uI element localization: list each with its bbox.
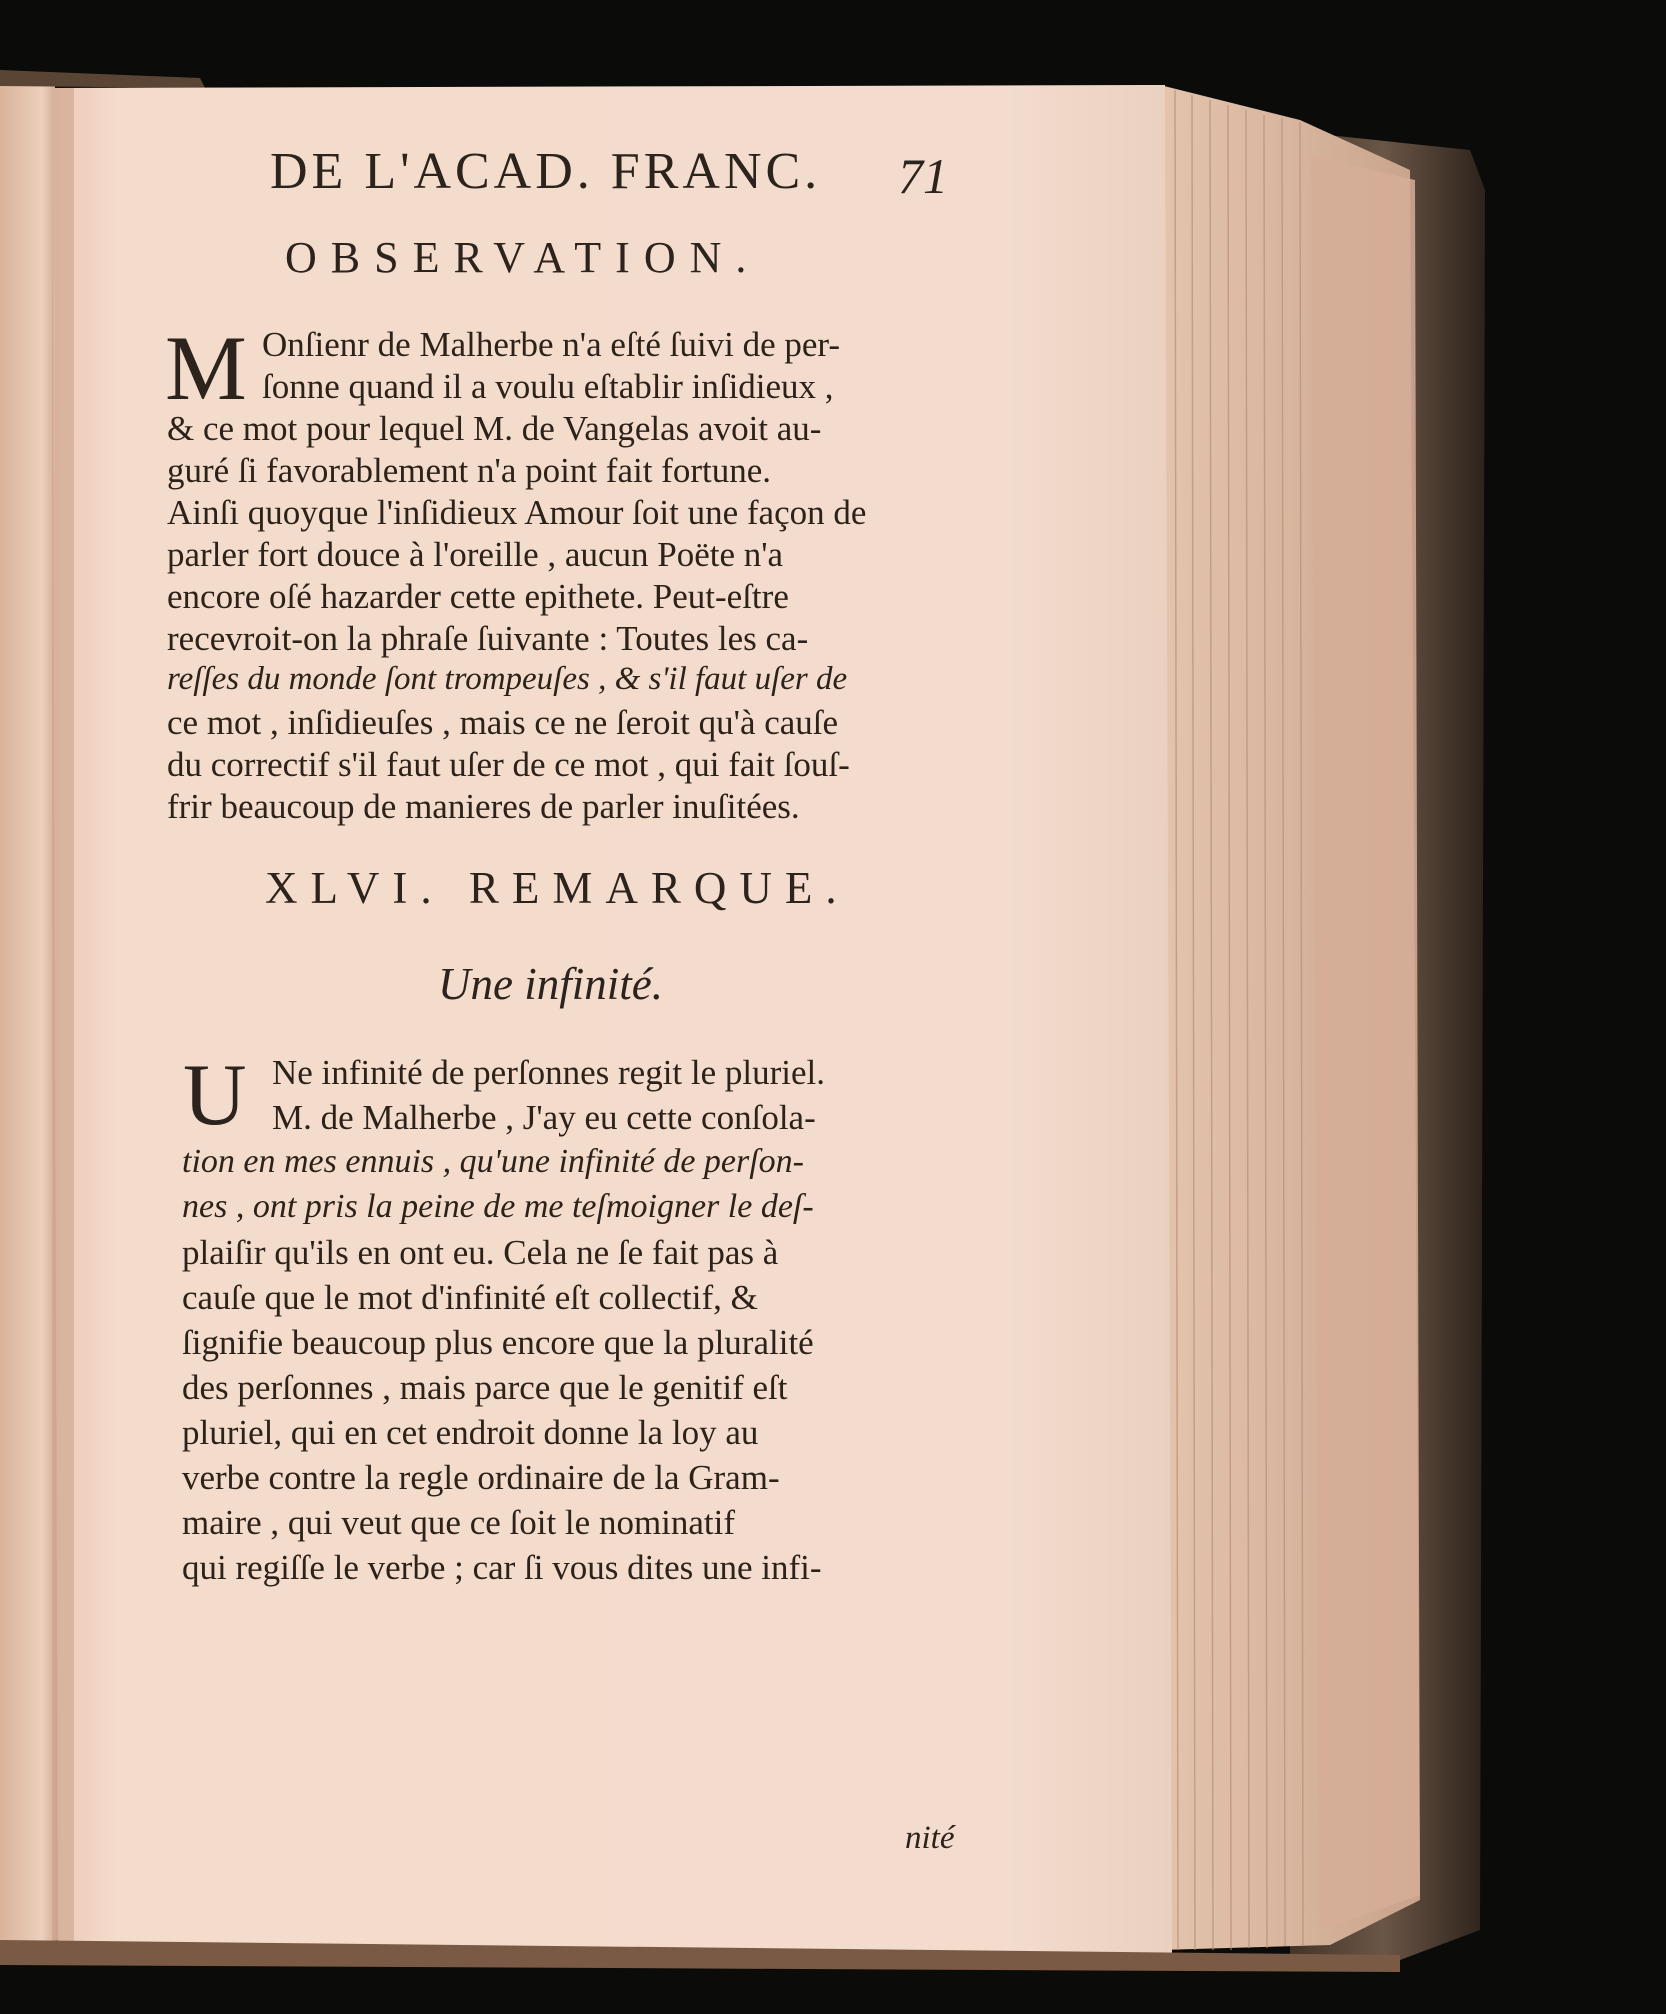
- observation-line: & ce mot pour lequel M. de Vangelas avoit au-: [167, 409, 822, 448]
- remark-title: XLVI. REMARQUE.: [265, 863, 850, 913]
- observation-line: ce mot , inſidieuſes , mais ce ne ſeroit qu'à cauſe: [167, 703, 839, 742]
- observation-line: recevroit-on la phraſe ſuivante : Toutes les ca-: [167, 619, 809, 658]
- remark-line: ſignifie beaucoup plus encore que la pluralité: [182, 1323, 814, 1362]
- remark-line: des perſonnes , mais parce que le genitif eſt: [182, 1368, 788, 1407]
- remark-line: cauſe que le mot d'infinité eſt collectif, &: [182, 1278, 758, 1317]
- remark-line: qui regiſſe le verbe ; car ſi vous dites une infi-: [182, 1548, 822, 1587]
- observation-line: Ainſi quoyque l'inſidieux Amour ſoit une façon de: [167, 493, 867, 532]
- remark-line: maire , qui veut que ce ſoit le nominatif: [182, 1503, 736, 1542]
- observation-line: ſonne quand il a voulu eſtablir inſidieux ,: [262, 367, 834, 406]
- observation-line: parler fort douce à l'oreille , aucun Poëte n'a: [167, 535, 784, 574]
- observation-title: OBSERVATION.: [285, 233, 761, 282]
- remark-line: verbe contre la regle ordinaire de la Gram-: [182, 1458, 780, 1497]
- observation-line: Onſienr de Malherbe n'a eſté ſuivi de per-: [262, 325, 841, 364]
- page-edge-fore: [1310, 155, 1420, 1930]
- catchword: nité: [905, 1820, 955, 1856]
- observation-line: frir beaucoup de manieres de parler inuſitées.: [167, 787, 800, 826]
- remark-dropcap: U: [183, 1047, 247, 1144]
- left-page: [0, 75, 60, 1945]
- page-number: 71: [898, 148, 948, 204]
- remark-line: tion en mes ennuis , qu'une infinité de perſon-: [182, 1143, 804, 1180]
- remark-line: M. de Malherbe , J'ay eu cette conſola-: [272, 1098, 816, 1137]
- remark-line: nes , ont pris la peine de me teſmoigner le deſ-: [182, 1188, 814, 1225]
- remark-subtitle: Une infinité.: [438, 959, 663, 1009]
- running-head: DE L'ACAD. FRANC.: [270, 143, 822, 200]
- observation-line: du correctif s'il faut uſer de ce mot , qui fait ſouſ-: [167, 745, 850, 784]
- gutter-shadow: [52, 88, 74, 1950]
- observation-dropcap: M: [165, 317, 247, 419]
- observation-line: reſſes du monde ſont trompeuſes , & s'il faut uſer de: [167, 661, 848, 697]
- remark-line: pluriel, qui en cet endroit donne la loy au: [182, 1413, 759, 1452]
- observation-line: encore oſé hazarder cette epithete. Peut-eſtre: [167, 577, 789, 616]
- left-cover-edge: [0, 70, 205, 88]
- observation-line: guré ſi favorablement n'a point fait fortune.: [167, 451, 772, 490]
- remark-line: plaiſir qu'ils en ont eu. Cela ne ſe fait pas à: [182, 1233, 779, 1272]
- remark-line: Ne infinité de perſonnes regit le pluriel.: [272, 1053, 826, 1092]
